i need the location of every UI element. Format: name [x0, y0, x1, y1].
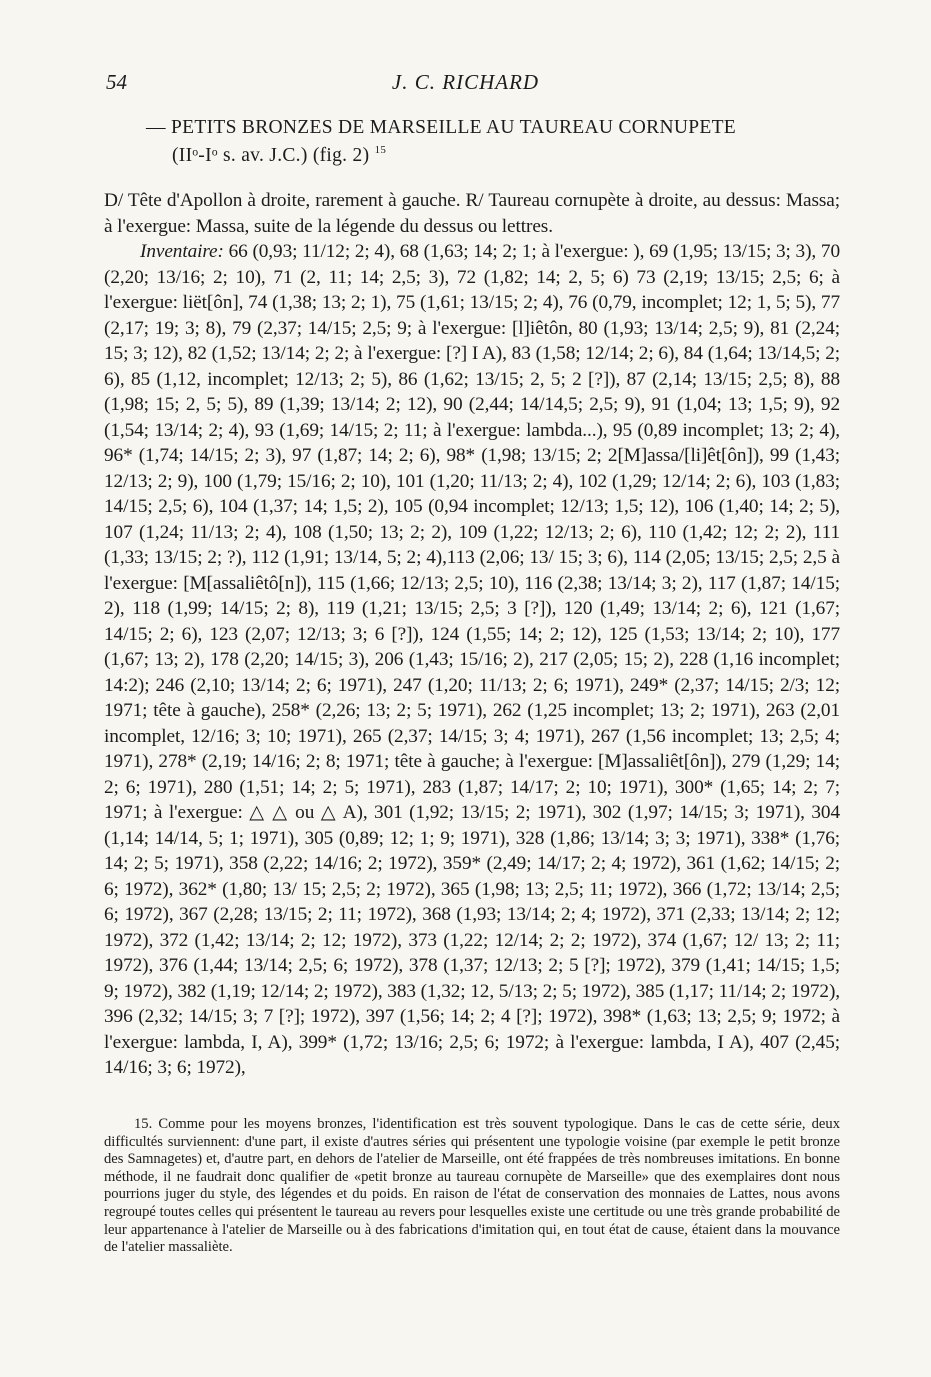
- inventory-paragraph: [104, 239, 840, 1081]
- footnote-text: Comme pour les moyens bronzes, l'identification est très souvent typologique. Dans le cas de cette série, deux difficultés surviennent: d'une part, il existe d'autres séries qui présentent une typologie voisine (par exemple le petit bronze des Samnagetes) et, d'autre part, en dehors de l'atelier de Marseille, ont été frappées de très nombreuses imitations. En bonne méthode, il ne faudrait donc qualifier de «petit bronze au taureau cornupète de Marseille» que des exemplaires dont nous pourrions juger du style, des légendes et du poids. En raison de l'état de conservation des monnaies de Lattes, nous avons regroupé toutes celles qui présentent le taureau au revers pour lesquelles existe une certitude ou une très grande probabilité de leur appartenance à l'atelier de Marseille ou à des fabrications d'imitation qui, en tout état de cause, étaient dans la mouvance de l'atelier massaliète.: [104, 1116, 840, 1256]
- title-line-1: PETITS BRONZES DE MARSEILLE AU TAUREAU CORNUPETE: [171, 117, 736, 138]
- body-text: [104, 188, 840, 1081]
- running-head-author: J. C. RICHARD: [391, 70, 540, 94]
- inventory-label: Inventaire:: [140, 241, 224, 262]
- coin-description: D/ Tête d'Apollon à droite, rarement à gauche. R/ Taureau cornupète à droite, au dessus: Massa; à l'exergue: Massa, suite de la légende du dessus ou lettres.: [104, 190, 840, 237]
- inventory-list: 66 (0,93; 11/12; 2; 4), 68 (1,63; 14; 2; 1; à l'exergue: ), 69 (1,95; 13/15; 3; 3), 70 (2,20; 13/16; 2; 10), 71 (2, 11; 14; 2,5; 3), 72 (1,82; 14; 2, 5; 6) 73 (2,19; 13/15; 2,5; 6; à l'exergue: liët[ôn], 74 (1,38; 13; 2; 1), 75 (1,61; 13/15; 2; 4), 76 (0,79, incomplet; 12; 1, 5; 5), 77 (2,17; 19; 3; 8), 79 (2,37; 14/15; 2,5; 9; à l'exergue: [l]iêtôn, 80 (1,93; 13/14; 2,5; 9), 81 (2,24; 15; 3; 12), 82 (1,52; 13/14; 2; 2; à l'exergue: [?] I A), 83 (1,58; 12/14; 2; 6), 84 (1,64; 13/14,5; 2; 6), 85 (1,12, incomplet; 12/13; 2; 5), 86 (1,62; 13/15; 2, 5; 2 [?]), 87 (2,14; 13/15; 2,5; 8), 88 (1,98; 15; 2, 5; 5), 89 (1,39; 13/14; 2; 12), 90 (2,44; 14/14,5; 2,5; 9), 91 (1,04; 13; 1,5; 9), 92 (1,54; 13/14; 2; 4), 93 (1,69; 14/15; 2; 11; à l'exergue: lambda...), 95 (0,89 incomplet; 13; 2; 4), 96* (1,74; 14/15; 2; 3), 97 (1,87; 14; 2; 6), 98* (1,98; 13/15; 2; 2[M]assa/[li]êt[ôn]), 99 (1,43; 12/13; 2; 9), 100 (1,79; 15/16; 2; 10), 101 (1,20; 11/13; 2; 4), 102 (1,29; 12/14; 2; 6), 103 (1,83; 14/15; 2,5; 6), 104 (1,37; 14; 1,5; 2), 105 (0,94 incomplet; 12/13; 1,5; 12), 106 (1,40; 14; 2; 5), 107 (1,24; 11/13; 2; 4), 108 (1,50; 13; 2; 2), 109 (1,22; 12/13; 2; 6), 110 (1,42; 12; 2; 2), 111 (1,33; 13/15; 2; ?), 112 (1,91; 13/14, 5; 2; 4),113 (2,06; 13/ 15; 3; 6), 114 (2,05; 13/15; 2,5; 2,5 à l'exergue: [M[assaliêtô[n]), 115 (1,66; 12/13; 2,5; 10), 116 (2,38; 13/14; 3; 2), 117 (1,87; 14/15; 2), 118 (1,99; 14/15; 2; 8), 119 (1,21; 13/15; 2,5; 3 [?]), 120 (1,49; 13/14; 2; 6), 121 (1,67; 14/15; 2; 6), 123 (2,07; 12/13; 3; 6 [?]), 124 (1,55; 14; 2; 12), 125 (1,53; 13/14; 2; 10), 177 (1,67; 13; 2), 178 (2,20; 14/15; 3), 206 (1,43; 15/16; 2), 217 (2,05; 15; 2), 228 (1,16 incomplet; 14:2); 246 (2,10; 13/14; 2; 6; 1971), 247 (1,20; 11/13; 2; 6; 1971), 249* (2,37; 14/15; 2/3; 12; 1971; tête à gauche), 258* (2,26; 13; 2; 5; 1971), 262 (1,25 incomplet; 13; 2; 1971), 263 (2,01 incomplet, 12/16; 3; 10; 1971), 265 (2,37; 14/15; 3; 4; 1971), 267 (1,56 incomplet; 13; 2,5; 4; 1971), 278* (2,19; 14/16; 2; 8; 1971; tête à gauche; à l'exergue: [M]assaliêt[ôn]), 279 (1,29; 14; 2; 6; 1971), 280 (1,51; 14; 2; 5; 1971), 283 (1,87; 14/17; 2; 10; 1971), 300* (1,65; 14; 2; 7; 1971; à l'exergue: △ △ ou △ A), 301 (1,92; 13/15; 2; 1971), 302 (1,97; 14/15; 3; 1971), 304 (1,14; 14/14, 5; 1; 1971), 305 (0,89; 12; 1; 9; 1971), 328 (1,86; 13/14; 3; 3; 1971), 338* (1,76; 14; 2; 5; 1971), 358 (2,22; 14/16; 2; 1972), 359* (2,49; 14/17; 2; 4; 1972), 361 (1,62; 14/15; 2; 6; 1972), 362* (1,80; 13/ 15; 2,5; 2; 1972), 365 (1,98; 13; 2,5; 11; 1972), 366 (1,72; 13/14; 2,5; 6; 1972), 367 (2,28; 13/15; 2; 11; 1972), 368 (1,93; 13/14; 2; 4; 1972), 371 (2,33; 13/14; 2; 12; 1972), 372 (1,42; 13/14; 2; 12; 1972), 373 (1,22; 12/14; 2; 2; 1972), 374 (1,67; 12/ 13; 2; 11; 1972), 376 (1,44; 13/14; 2,5; 6; 1972), 378 (1,37; 12/13; 2; 5 [?]; 1972), 379 (1,41; 14/15; 1,5; 9; 1972), 382 (1,19; 12/14; 2; 1972), 383 (1,32; 12, 5/13; 2; 5; 1972), 385 (1,17; 11/14; 2; 1972), 396 (2,32; 14/15; 3; 7 [?]; 1972), 397 (1,56; 14; 2; 4 [?]; 1972), 398* (1,63; 13; 2,5; 9; 1972; à l'exergue: lambda, I, A), 399* (1,72; 13/16; 2,5; 6; 1972; à l'exergue: lambda, I A), 407 (2,45; 14/16; 3; 6; 1972),: [104, 241, 840, 1078]
- footnote-paragraph: [104, 1116, 840, 1257]
- page-number: 54: [106, 70, 127, 94]
- title-dash: —: [146, 117, 166, 138]
- title-line-2-text: (IIᵒ-Iᵒ s. av. J.C.) (fig. 2): [172, 145, 370, 166]
- footnote-number: 15.: [134, 1116, 153, 1132]
- title-line-2: [146, 139, 836, 167]
- section-title: [146, 116, 836, 167]
- footnote: [104, 1116, 840, 1257]
- footnote-ref: 15: [374, 144, 387, 156]
